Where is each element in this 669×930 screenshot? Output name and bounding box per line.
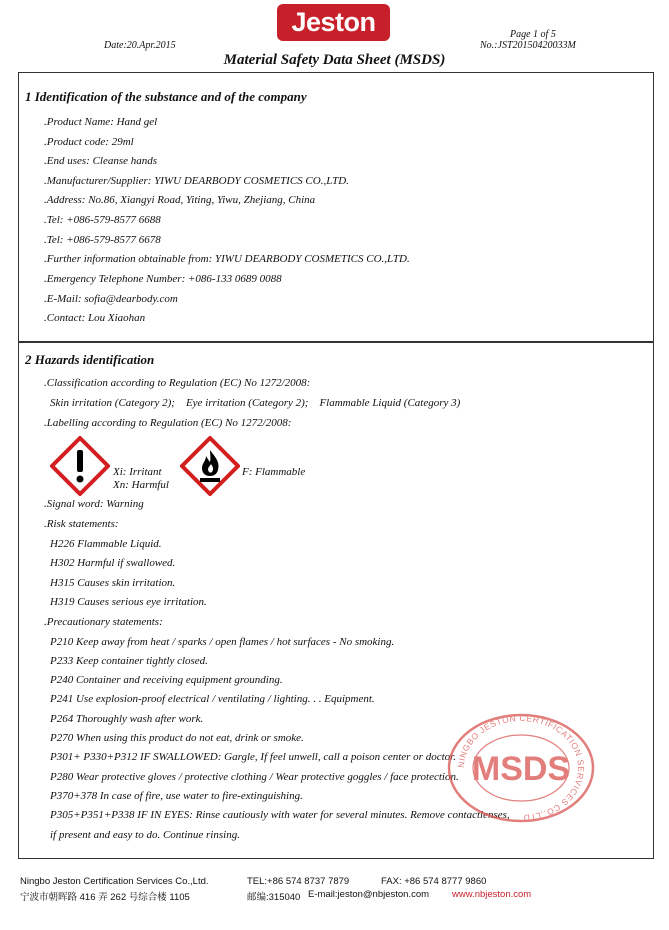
emergency-phone: .Emergency Telephone Number: +086-133 0689 0088	[44, 273, 282, 285]
precautionary-statement: P305+P351+P338 IF IN EYES: Rinse cautiously with water for several minutes. Remove contactlenses,	[50, 809, 510, 821]
footer-tel: TEL:+86 574 8737 7879	[247, 876, 350, 887]
msds-certification-stamp	[446, 712, 596, 824]
document-title: Material Safety Data Sheet (MSDS)	[223, 52, 446, 68]
footer-website-link[interactable]: www.nbjeston.com	[452, 889, 532, 900]
end-uses: .End uses: Cleanse hands	[44, 155, 158, 167]
jeston-logo: Jeston	[277, 4, 390, 41]
precautionary-statement: P241 Use explosion-proof electrical / ventilating / lighting. . . Equipment.	[50, 693, 375, 705]
risk-statement: H319 Causes serious eye irritation.	[50, 596, 207, 608]
stamp-msds-text: MSDS	[471, 750, 571, 788]
pictogram-harmful-label: Xn: Harmful	[113, 479, 169, 491]
exclamation-mark-pictogram-icon	[50, 436, 110, 496]
document-date: Date:20.Apr.2015	[104, 40, 176, 51]
manufacturer: .Manufacturer/Supplier: YIWU DEARBODY COSMETICS CO.,LTD.	[44, 175, 349, 187]
precautionary-statement: P270 When using this product do not eat, drink or smoke.	[50, 732, 304, 744]
classification-heading: .Classification according to Regulation (EC) No 1272/2008:	[44, 377, 311, 389]
risk-statements-heading: .Risk statements:	[44, 518, 119, 530]
flame-pictogram-icon	[180, 436, 240, 496]
footer-postcode: 邮编:315040	[247, 892, 301, 903]
footer-email: E-mail:jeston@nbjeston.com	[308, 889, 430, 900]
precautionary-statement: P280 Wear protective gloves / protective clothing / Wear protective goggles / face protection.	[50, 771, 459, 783]
product-code: .Product code: 29ml	[44, 136, 134, 148]
page-number: Page 1 of 5	[510, 29, 556, 40]
risk-statement: H226 Flammable Liquid.	[50, 538, 162, 550]
footer-address: 宁波市朝晖路 416 弄 262 号综合楼 1105	[20, 892, 190, 903]
risk-statement: H315 Causes skin irritation.	[50, 577, 176, 589]
precautionary-statement: P233 Keep container tightly closed.	[50, 655, 208, 667]
pictogram-flammable-label: F: Flammable	[242, 466, 306, 478]
precautionary-statement: P370+378 In case of fire, use water to fire-extinguishing.	[50, 790, 303, 802]
further-information: .Further information obtainable from: YIWU DEARBODY COSMETICS CO.,LTD.	[44, 253, 410, 265]
document-number: No.:JST20150420033M	[480, 40, 576, 51]
precautionary-statement: P210 Keep away from heat / sparks / open flames / hot surfaces - No smoking.	[50, 636, 395, 648]
product-name: .Product Name: Hand gel	[44, 116, 158, 128]
footer-fax: FAX: +86 574 8777 9860	[381, 876, 487, 887]
labelling-heading: .Labelling according to Regulation (EC) No 1272/2008:	[44, 417, 292, 429]
risk-statement: H302 Harmful if swallowed.	[50, 557, 176, 569]
section-1-heading: 1 Identification of the substance and of the company	[25, 89, 307, 104]
signal-word: .Signal word: Warning	[44, 498, 144, 510]
footer-company: Ningbo Jeston Certification Services Co.,Ltd.	[20, 876, 209, 887]
stamp-ring-text: NINGBO JESTON CERTIFICATION SERVICES CO.,LTD	[455, 712, 587, 824]
address: .Address: No.86, Xiangyi Road, Yiting, Yiwu, Zhejiang, China	[44, 194, 316, 206]
precautionary-statement: P301+ P330+P312 IF SWALLOWED: Gargle, If feel unwell, call a poison center or doctor.	[50, 751, 456, 763]
pictogram-irritant-label: Xi: Irritant	[113, 466, 162, 478]
precautionary-statement: P264 Thoroughly wash after work.	[50, 713, 204, 725]
tel-2: .Tel: +086-579-8577 6678	[44, 234, 161, 246]
tel-1: .Tel: +086-579-8577 6688	[44, 214, 161, 226]
hazard-categories: Skin irritation (Category 2); Eye irritation (Category 2); Flammable Liquid (Category 3)	[50, 397, 461, 409]
email: .E-Mail: sofia@dearbody.com	[44, 293, 178, 305]
section-2-heading: 2 Hazards identification	[25, 352, 155, 367]
precautionary-statements-heading: .Precautionary statements:	[44, 616, 163, 628]
precautionary-statement: if present and easy to do. Continue rinsing.	[50, 829, 240, 841]
precautionary-statement: P240 Container and receiving equipment grounding.	[50, 674, 283, 686]
contact: .Contact: Lou Xiaohan	[44, 312, 146, 324]
